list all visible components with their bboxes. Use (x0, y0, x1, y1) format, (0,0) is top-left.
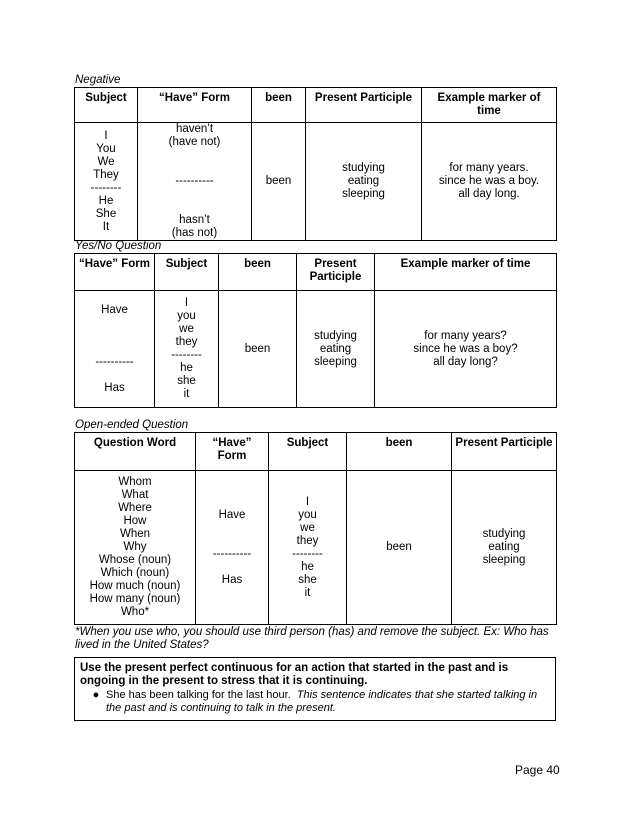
table-header-row (75, 254, 557, 291)
footnote: *When you use who, you should use third person (has) and remove the subject. Ex: Who has lived in the United States? (75, 626, 549, 651)
header-present-participle: Present Participle (297, 254, 375, 291)
table-row (75, 291, 557, 408)
have-form-cell: haven’t (have not) ---------- hasn’t (has not) (138, 123, 252, 241)
table-header-row (75, 433, 557, 471)
table-header-row (75, 88, 557, 123)
question-word-cell: Whom What Where How When Why Whose (noun) Which (noun) How much (noun) How many (noun) Who* (75, 471, 196, 625)
participle-cell: studying eating sleeping (452, 471, 557, 625)
rule-bullet-item (80, 689, 550, 715)
header-have-form: “Have” Form (75, 254, 155, 291)
section-label-yes-no: Yes/No Question (75, 240, 162, 252)
bullet-icon: ● (92, 689, 100, 701)
example-explanation: This sentence indicates that she started talking in the past and is continuing to talk in the present. (106, 689, 538, 714)
header-been: been (219, 254, 297, 291)
header-present-participle: Present Participle (452, 433, 557, 471)
participle-cell: studying eating sleeping (306, 123, 422, 241)
header-subject: Subject (269, 433, 347, 471)
header-time-marker: Example marker of time (422, 88, 557, 123)
been-cell: been (219, 291, 297, 408)
time-marker-cell: for many years? since he was a boy? all day long? (375, 291, 557, 408)
header-time-marker: Example marker of time (375, 254, 557, 291)
participle-cell: studying eating sleeping (297, 291, 375, 408)
header-been: been (347, 433, 452, 471)
header-been: been (252, 88, 306, 123)
subject-cell: I you we they -------- he she it (269, 471, 347, 625)
header-present-participle: Present Participle (306, 88, 422, 123)
page-number: Page 40 (515, 763, 560, 777)
header-have-form: “Have” Form (138, 88, 252, 123)
header-subject: Subject (75, 88, 138, 123)
yes-no-table (74, 253, 557, 408)
table-row (75, 471, 557, 625)
section-label-open-ended: Open-ended Question (75, 419, 189, 431)
have-form-cell: Have ---------- Has (196, 471, 269, 625)
header-subject: Subject (155, 254, 219, 291)
header-have-form: “Have” Form (196, 433, 269, 471)
rule-title: Use the present perfect continuous for an action that started in the past and is ongoing in the present to stress that it is continuing. (80, 662, 509, 687)
have-form-cell: Have ---------- Has (75, 291, 155, 408)
section-label-negative: Negative (75, 74, 121, 86)
negative-table (74, 87, 557, 241)
been-cell: been (347, 471, 452, 625)
example-sentence: She has been talking for the last hour. (106, 689, 291, 701)
table-row (75, 123, 557, 241)
time-marker-cell: for many years. since he was a boy. all day long. (422, 123, 557, 241)
rule-box (74, 657, 556, 721)
been-cell: been (252, 123, 306, 241)
header-question-word: Question Word (75, 433, 196, 471)
open-ended-table (74, 432, 557, 625)
subject-cell: I you we they -------- he she it (155, 291, 219, 408)
subject-cell: I You We They -------- He She It (75, 123, 138, 241)
